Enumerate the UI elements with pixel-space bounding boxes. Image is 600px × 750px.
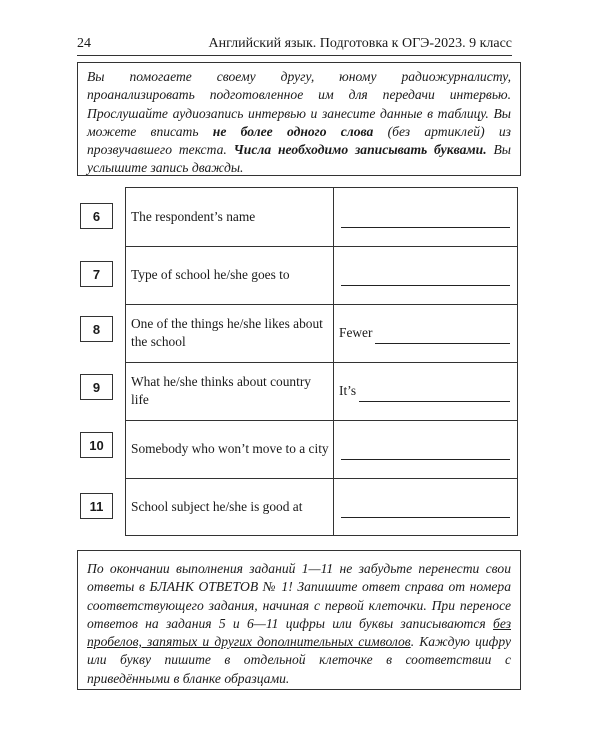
- table-row: [126, 420, 517, 478]
- page-number: 24: [77, 36, 91, 51]
- question-text: Somebody who won’t move to a city: [131, 441, 329, 456]
- question-cell: [131, 478, 331, 536]
- answer-line-6[interactable]: [341, 212, 510, 228]
- instructions-text: [87, 68, 511, 178]
- table-row: [126, 246, 517, 304]
- answer-line-8[interactable]: [375, 328, 510, 344]
- question-text: One of the things he/she likes about the school: [131, 316, 323, 349]
- table-row: [126, 478, 517, 536]
- task-number-9: 9: [80, 374, 113, 400]
- question-text: Type of school he/she goes to: [131, 267, 290, 282]
- table-row: [126, 362, 517, 420]
- reminder-part2: . Каждую цифру или букву пишите в отдельной клеточке в соответствии с приведёнными в бланке образцами.: [87, 634, 511, 686]
- answer-cell: [339, 304, 510, 362]
- question-cell: [131, 420, 331, 478]
- header-divider: [77, 55, 512, 56]
- answer-cell: [339, 478, 510, 536]
- answer-line-7[interactable]: [341, 270, 510, 286]
- answer-cell: [339, 246, 510, 304]
- answer-cell: [339, 188, 510, 246]
- reminder-text: [87, 560, 511, 688]
- answer-line-10[interactable]: [341, 444, 510, 460]
- answer-cell: [339, 362, 510, 420]
- instructions-bold1: не более одного слова: [212, 123, 374, 139]
- table-row: [126, 188, 517, 246]
- question-text: School subject he/she is good at: [131, 499, 303, 514]
- instructions-part3: Вы услышите запись дважды.: [87, 142, 511, 176]
- answer-line-11[interactable]: [341, 502, 510, 518]
- reminder-part1: По окончании выполнения заданий 1—11 не забудьте перенести свои ответы в БЛАНК ОТВЕТОВ № 1! Запишите ответ справа от номера соответствующего задания, начиная с первой клеточки. При переносе ответов на задания 5 и 6—11 цифры или буквы записываются: [87, 561, 511, 631]
- question-cell: [131, 362, 331, 420]
- instructions-box: [77, 62, 521, 176]
- answer-table: [125, 187, 518, 536]
- answer-prefix: Fewer: [339, 325, 373, 340]
- task-number-6: 6: [80, 203, 113, 229]
- question-cell: [131, 304, 331, 362]
- reminder-box: [77, 550, 521, 690]
- question-text: What he/she thinks about country life: [131, 374, 311, 407]
- running-header: Английский язык. Подготовка к ОГЭ-2023. 9 класс: [208, 36, 512, 51]
- table-row: [126, 304, 517, 362]
- question-cell: [131, 246, 331, 304]
- task-number-8: 8: [80, 316, 113, 342]
- instructions-part2: (без артиклей) из прозвучавшего текста.: [87, 123, 511, 158]
- task-number-10: 10: [80, 432, 113, 458]
- answer-prefix: It’s: [339, 383, 357, 398]
- question-text: The respondent’s name: [131, 209, 256, 224]
- instructions-part1: Вы помогаете своему другу, юному радиожурналисту, проанализировать подготовленное им для передачи интервью. Прослушайте аудиозапись интервью и занесите данные в таблицу. Вы можете вписать: [87, 69, 511, 139]
- answer-line-9[interactable]: [359, 386, 510, 402]
- task-number-11: 11: [80, 493, 113, 519]
- reminder-underlined: без пробелов, запятых и других дополнительных символов: [87, 615, 511, 650]
- answer-cell: [339, 420, 510, 478]
- task-number-7: 7: [80, 261, 113, 287]
- question-cell: [131, 188, 331, 246]
- instructions-bold2: Числа необходимо записывать буквами.: [233, 142, 487, 158]
